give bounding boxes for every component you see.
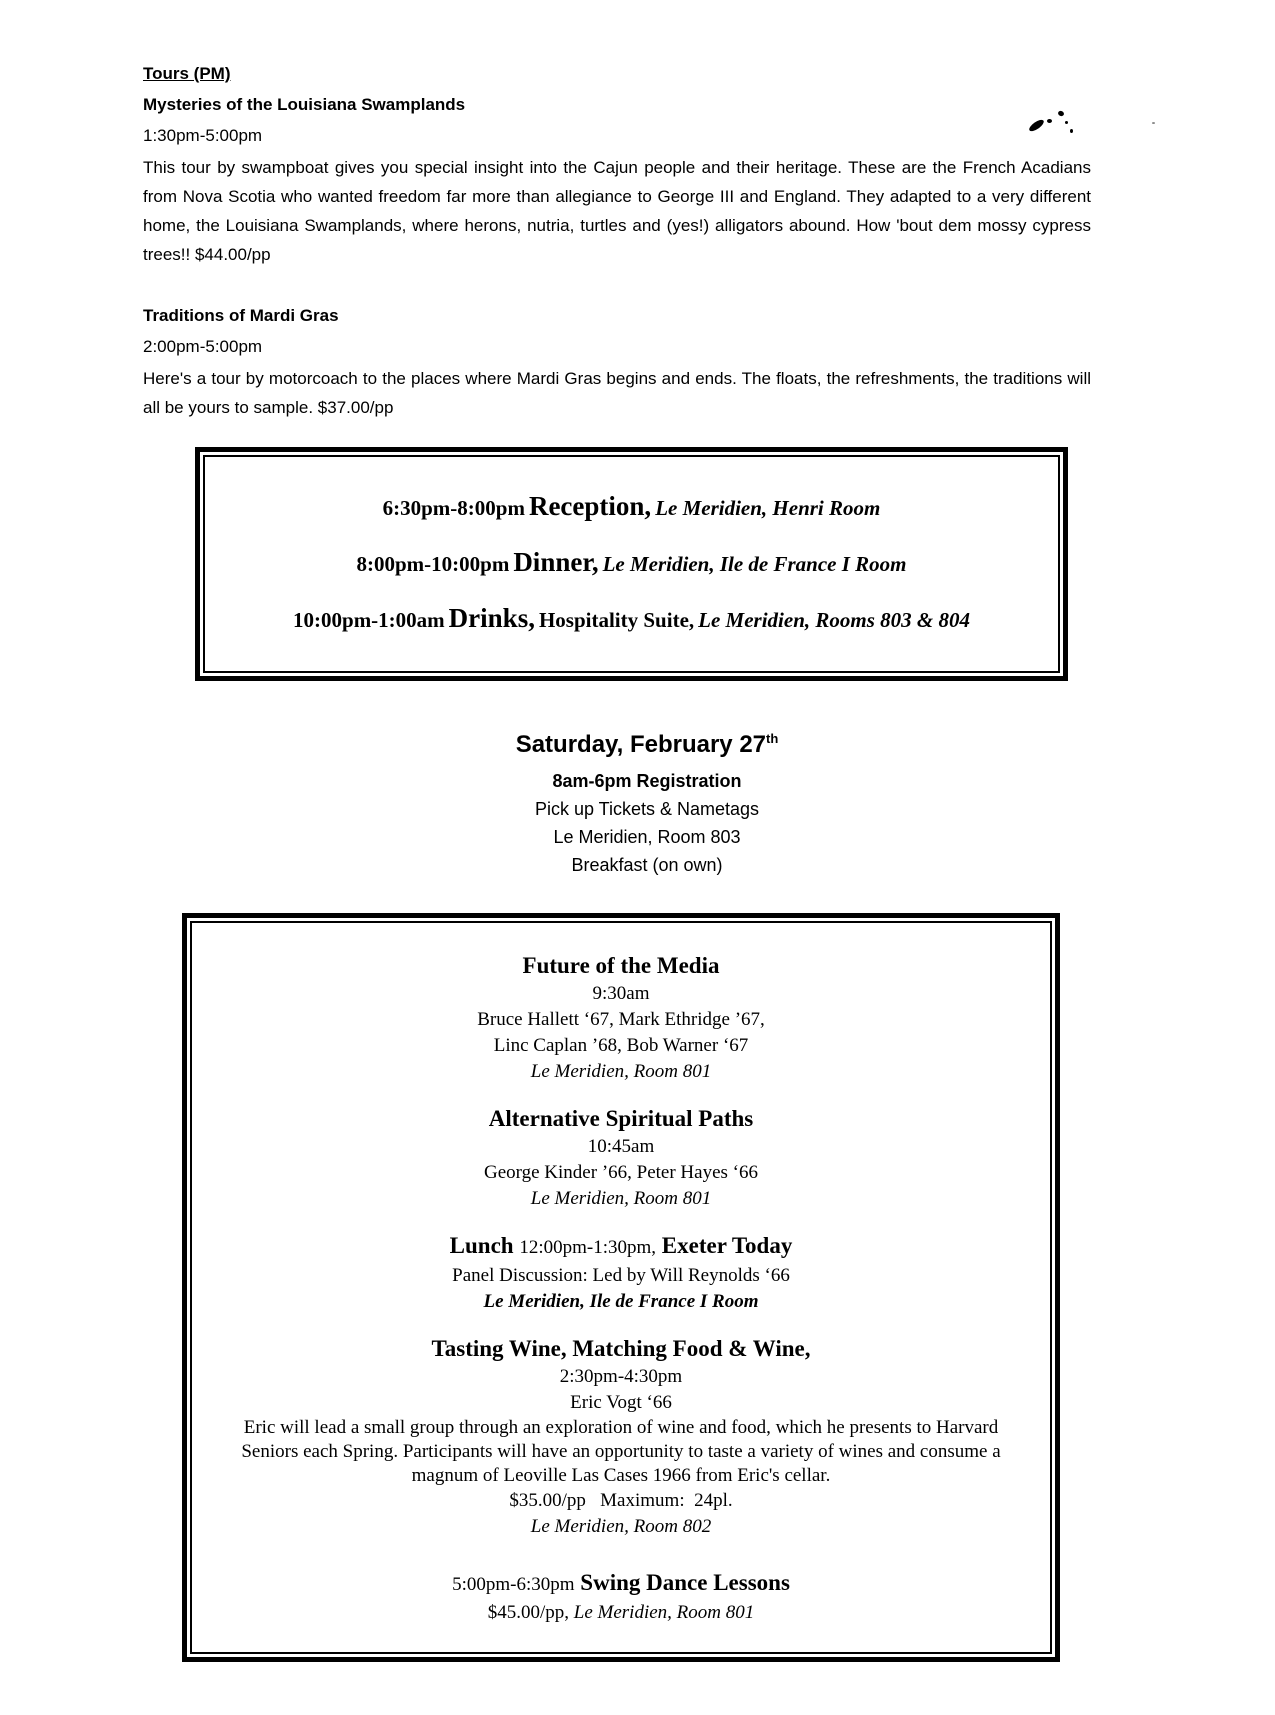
saturday-sessions-box <box>182 913 1060 1662</box>
session-future-of-the-media <box>204 951 1038 1085</box>
session-alternative-spiritual-paths <box>204 1104 1038 1212</box>
session-title <box>204 1568 1038 1600</box>
session-tasting-wine <box>204 1334 1038 1540</box>
session-time: 5:00pm-6:30pm <box>452 1574 575 1595</box>
event-reception <box>215 489 1048 528</box>
session-price: $45.00/pp, <box>487 1602 570 1623</box>
evening-events-box-inner <box>203 455 1060 673</box>
session-price-location <box>204 1600 1038 1626</box>
pen-mark-dot <box>1047 119 1052 123</box>
event-subtitle: Hospitality Suite, <box>538 608 695 632</box>
lunch-label: Lunch <box>449 1233 514 1258</box>
session-time: 2:30pm-4:30pm <box>559 1366 683 1387</box>
scan-speck <box>1152 122 1155 124</box>
saturday-date-heading <box>143 731 1151 759</box>
session-location: Le Meridien, Room 801 <box>530 1188 712 1209</box>
event-location: Le Meridien, Rooms 803 & 804 <box>698 608 970 632</box>
event-location: Le Meridien, Ile de France I Room <box>602 552 907 576</box>
tour-time-swamplands: 1:30pm-5:00pm <box>143 126 263 145</box>
event-time: 6:30pm-8:00pm <box>382 496 525 520</box>
saturday-section <box>143 731 1151 879</box>
document-page <box>0 64 1275 1715</box>
event-dinner <box>215 545 1048 584</box>
session-panelists: George Kinder ’66, Peter Hayes ‘66 <box>483 1162 758 1183</box>
swing-dance-label: Swing Dance Lessons <box>580 1570 790 1595</box>
tour-description-mardi-gras: Here's a tour by motorcoach to the places where Mardi Gras begins and ends. The floats, the refreshments, the traditions will all be yours to sample. $37.00/pp <box>143 369 1091 417</box>
event-time: 8:00pm-10:00pm <box>356 552 510 576</box>
event-drinks <box>215 601 1048 640</box>
event-title: Dinner, <box>513 547 599 577</box>
evening-events-box <box>195 447 1068 681</box>
breakfast-note: Breakfast (on own) <box>571 855 723 875</box>
session-panelists: Linc Caplan ’68, Bob Warner ‘67 <box>493 1035 749 1056</box>
session-location: Le Meridien, Room 801 <box>530 1061 712 1082</box>
tour-title-mardi-gras: Traditions of Mardi Gras <box>143 306 339 325</box>
session-time: 10:45am <box>587 1136 655 1157</box>
session-time: 12:00pm-1:30pm, <box>519 1237 657 1258</box>
event-location: Le Meridien, Henri Room <box>655 496 881 520</box>
session-time: 9:30am <box>592 983 650 1004</box>
session-location: Le Meridien, Room 801 <box>573 1602 755 1623</box>
registration-note: Pick up Tickets & Nametags <box>534 799 760 819</box>
pen-mark-dot <box>1065 121 1068 124</box>
saturday-sessions-box-inner <box>190 921 1052 1654</box>
tour-time-mardi-gras: 2:00pm-5:00pm <box>143 337 263 356</box>
lunch-topic: Exeter Today <box>661 1233 793 1258</box>
session-description: Eric will lead a small group through an exploration of wine and food, which he presents to Harvard Seniors each Spring. Participants will have an opportunity to taste a variety of wines and consume a magnum of Leoville Las Cases 1966 from Eric's cellar. <box>241 1417 1001 1486</box>
session-swing-dance <box>204 1568 1038 1626</box>
registration-time: 8am-6pm Registration <box>552 771 742 791</box>
session-location: Le Meridien, Room 802 <box>530 1516 712 1537</box>
tours-pm-heading: Tours (PM) <box>143 64 231 83</box>
session-location: Le Meridien, Ile de France I Room <box>483 1291 759 1312</box>
session-price: $35.00/pp Maximum: 24pl. <box>509 1490 733 1511</box>
session-title: Tasting Wine, Matching Food & Wine, <box>431 1336 811 1361</box>
event-time: 10:00pm-1:00am <box>293 608 445 632</box>
registration-location: Le Meridien, Room 803 <box>553 827 741 847</box>
tours-section <box>143 64 1091 422</box>
session-title: Alternative Spiritual Paths <box>488 1106 754 1131</box>
event-title: Reception, <box>528 491 652 521</box>
tour-title-swamplands: Mysteries of the Louisiana Swamplands <box>143 95 466 114</box>
tour-description-swamplands: This tour by swampboat gives you special insight into the Cajun people and their heritage. These are the French Acadians from Nova Scotia who wanted freedom far more than allegiance to George III and England. They adapted to a very different home, the Louisiana Swamplands, where herons, nutria, turtles and (yes!) alligators abound. How 'bout dem mossy cypress trees!! $44.00/pp <box>143 158 1091 264</box>
session-detail: Panel Discussion: Led by Will Reynolds ‘66 <box>452 1265 790 1286</box>
session-title: Future of the Media <box>522 953 720 978</box>
saturday-date-ordinal: th <box>766 731 779 746</box>
session-leader: Eric Vogt ‘66 <box>570 1392 672 1413</box>
session-panelists: Bruce Hallett ‘67, Mark Ethridge ’67, <box>477 1009 765 1030</box>
saturday-date: Saturday, February 27 <box>515 731 767 758</box>
session-title <box>204 1231 1038 1263</box>
session-lunch-exeter-today <box>204 1231 1038 1315</box>
event-title: Drinks, <box>448 603 535 633</box>
pen-mark-dot <box>1070 129 1073 133</box>
